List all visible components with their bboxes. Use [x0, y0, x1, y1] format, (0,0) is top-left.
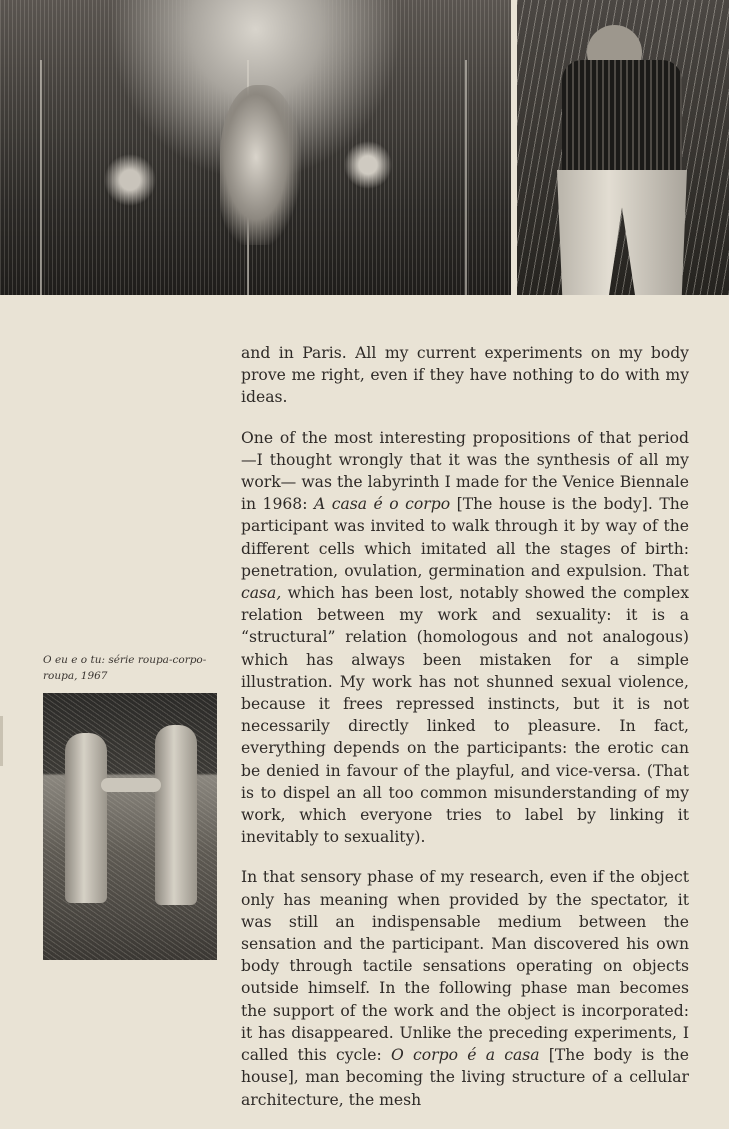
italic-title-text: O corpo é a casa	[391, 1046, 540, 1065]
photo-string-costume	[517, 0, 729, 295]
italic-title-text: A casa é o corpo	[313, 495, 451, 514]
paragraph	[241, 427, 689, 849]
photo-detail-pole	[465, 60, 467, 295]
paragraph	[241, 342, 689, 409]
photo-hooded-figures	[43, 693, 217, 960]
photo-caption	[43, 652, 213, 684]
photo-detail-figure	[220, 85, 300, 245]
paragraph-text: One of the most interesting propositions of that period —I thought wrongly that it was the synthesis of all my work— was the labyrinth I made for the Venice Biennale in 1968:	[241, 428, 689, 514]
photo-detail-pole	[40, 60, 42, 295]
caption-title: O eu e o tu: série roupa-corpo-roupa	[43, 654, 207, 682]
photo-detail-figure-right	[155, 725, 197, 905]
article-body	[241, 342, 689, 1129]
italic-title-text: casa,	[241, 584, 282, 603]
paragraph-text: In that sensory phase of my research, even if the object only has meaning when provided by the spectator, it was still an indispensable medium between the sensation and the participant. Man discovered his own body through tactile sensations operating on objects outside himself. In the following phase man becomes the support of the work and the object is incorporated: it has disappeared. Unlike the preceding experiments, I called this cycle:	[241, 868, 689, 1065]
paragraph-text: [The body is the house], man becoming the living structure of a cellular architecture, the mesh	[241, 1046, 689, 1109]
photo-detail-figure-left	[65, 733, 107, 903]
caption-year: , 1967	[74, 670, 108, 682]
photo-detail-joined-arms	[101, 778, 161, 792]
paragraph-text: [The house is the body]. The participant was invited to walk through it by way of the different cells which imitated all the stages of birth: penetration, ovulation, germination and expulsion. That	[241, 495, 689, 580]
paragraph-text: which has been lost, notably showed the complex relation between my work and sexuality: it is a “structural” relation (homologous and not analogous) which has always been mistaken for a simple illustration. My work has not shunned sexual violence, because it frees repressed instincts, but it is not necessarily directly linked to pleasure. In fact, everything depends on the participants: the erotic can be denied in favour of the playful, and vice-versa. (That is to dispel an all too common misunderstanding of my work, which everyone tries to label by linking it inevitably to sexuality).	[241, 584, 689, 847]
page-binding-edge	[0, 716, 3, 766]
paragraph-text: and in Paris. All my current experiments on my body prove me right, even if they have nothing to do with my ideas.	[241, 344, 689, 407]
paragraph	[241, 866, 689, 1110]
photo-detail-trousers	[557, 170, 687, 295]
photo-detail-shirt	[562, 60, 682, 180]
photo-net-labyrinth	[0, 0, 511, 295]
